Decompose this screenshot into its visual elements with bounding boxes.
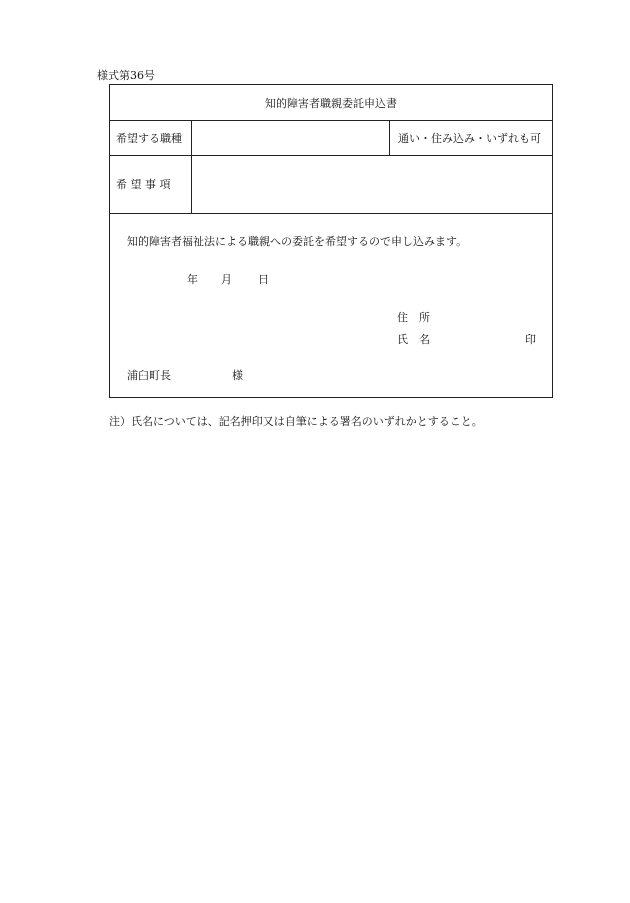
form-number: 様式第36号 [97, 69, 155, 82]
signature-note: 注）氏名については、記名押印又は自筆による署名のいずれかとすること。 [109, 415, 483, 428]
desired-job-field[interactable] [192, 120, 389, 155]
addressee-label: 浦臼町長 [127, 369, 171, 382]
address-label: 住 所 [397, 311, 430, 324]
form-title-row [110, 85, 552, 121]
day-label: 日 [258, 273, 269, 286]
form-title: 知的障害者職親委託申込書 [265, 96, 397, 110]
desired-job-label: 希望する職種 [110, 120, 192, 155]
month-label: 月 [221, 273, 232, 286]
requests-label: 希 望 事 項 [110, 155, 192, 213]
honorific-label: 様 [232, 369, 243, 382]
application-body [110, 213, 552, 397]
application-statement: 知的障害者福祉法による職親への委託を希望するので申し込みます。 [127, 235, 468, 248]
requests-field[interactable] [192, 155, 552, 213]
application-form-table [109, 84, 553, 398]
name-label: 氏 名 [397, 333, 430, 346]
requests-row [110, 155, 552, 214]
desired-job-row [110, 120, 552, 156]
commute-option: 通い・住み込み・いずれも可 [389, 120, 552, 155]
year-label: 年 [187, 273, 198, 286]
seal-label: 印 [525, 333, 536, 346]
